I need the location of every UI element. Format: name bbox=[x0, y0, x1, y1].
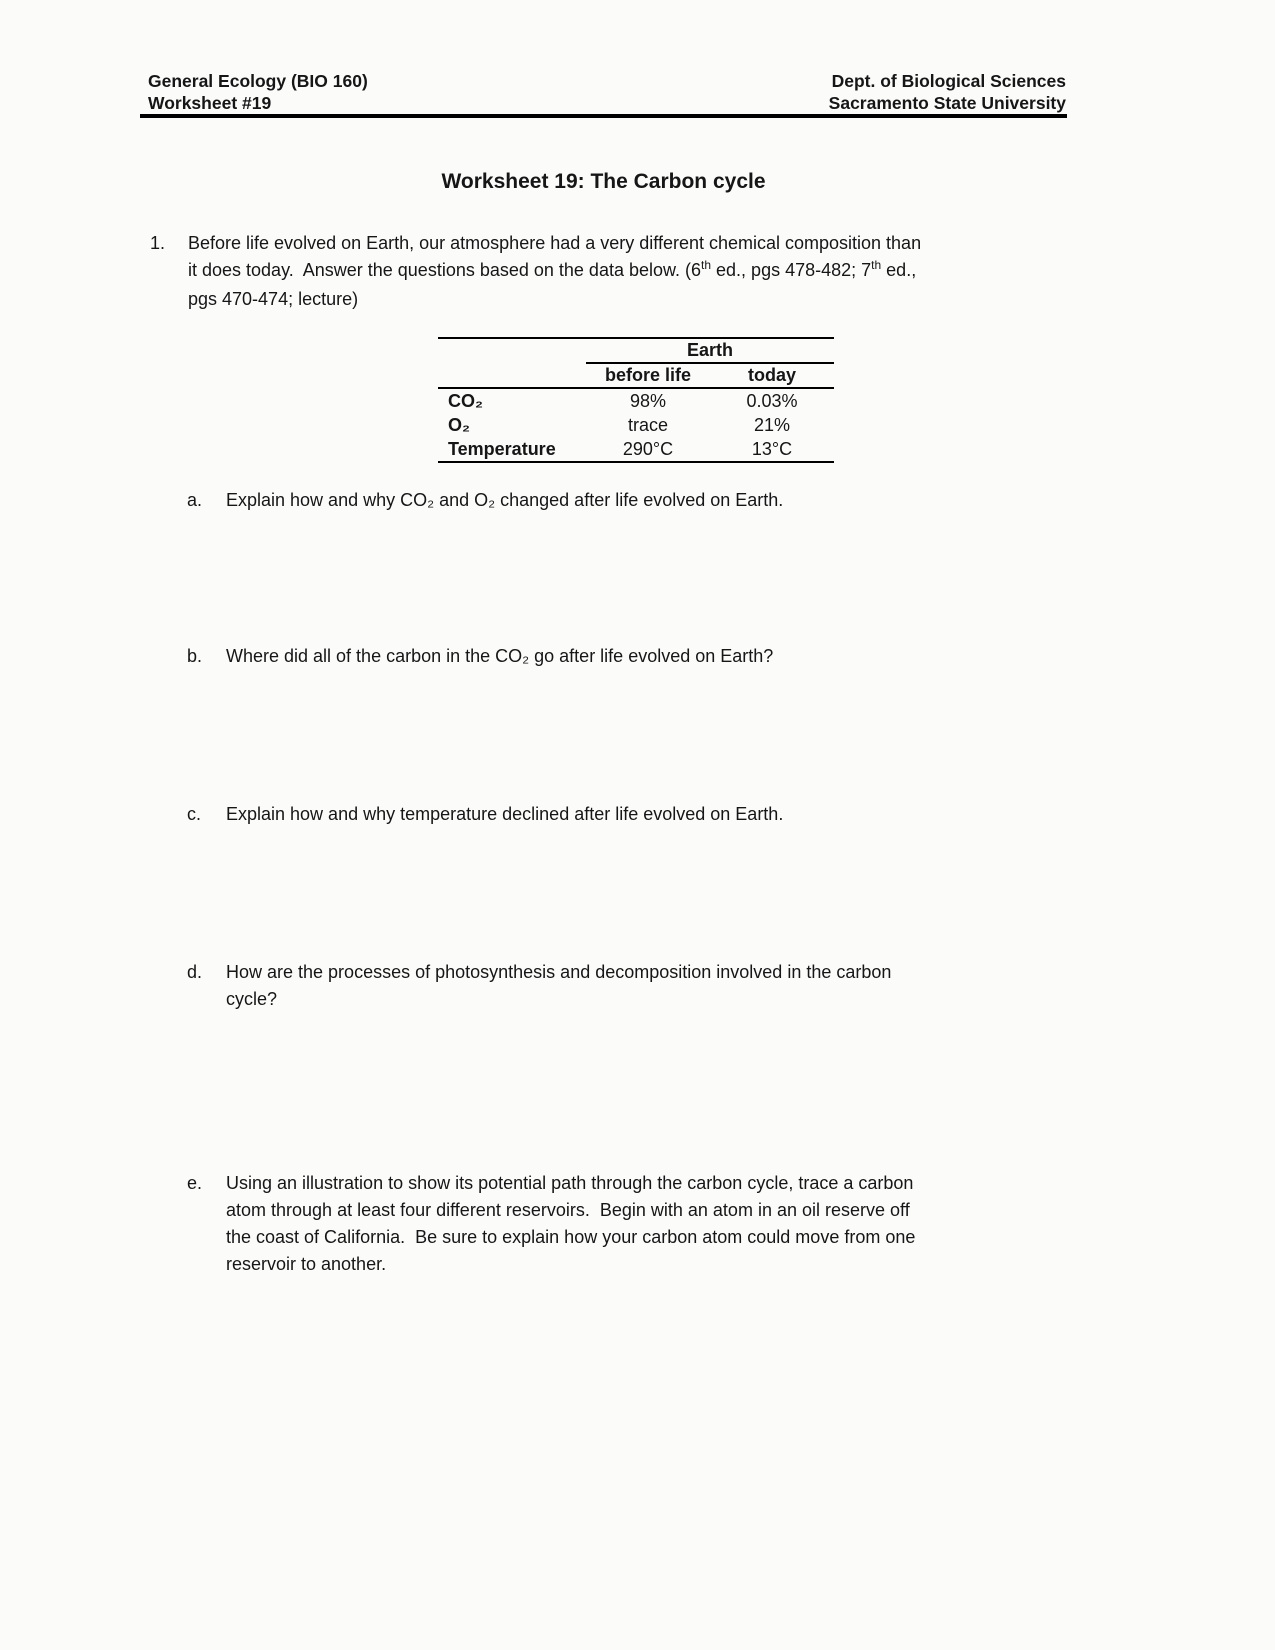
subquestion-a-text bbox=[226, 487, 783, 514]
question-1-line-2-post: ed., bbox=[881, 260, 917, 280]
column-header-today: today bbox=[710, 364, 834, 389]
co2-today-value: 0.03% bbox=[746, 390, 798, 411]
subquestion-c-letter: c. bbox=[187, 804, 202, 824]
row-label-temperature: Temperature bbox=[448, 438, 556, 459]
subquestion-a-letter: a. bbox=[187, 490, 203, 510]
table-corner-cell bbox=[438, 339, 586, 364]
co2-before-life-value: 98% bbox=[629, 390, 667, 411]
subquestion-a-line-1: Explain how and why CO₂ and O₂ changed after life evolved on Earth. bbox=[226, 490, 784, 510]
temperature-today-value: 13°C bbox=[751, 438, 793, 459]
row-label-co2: CO₂ bbox=[448, 390, 483, 411]
table-empty-header-cell bbox=[438, 364, 586, 389]
document-header-left bbox=[148, 70, 368, 114]
department-name: Dept. of Biological Sciences bbox=[831, 71, 1066, 91]
subquestion-d-text bbox=[226, 959, 891, 1013]
temperature-before-life-value: 290°C bbox=[622, 438, 674, 459]
worksheet-number: Worksheet #19 bbox=[148, 93, 272, 113]
subquestion-e-line-4: reservoir to another. bbox=[226, 1254, 387, 1274]
question-1-line-2 bbox=[188, 257, 921, 286]
column-header-before-life: before life bbox=[586, 364, 710, 389]
document-header-right bbox=[829, 70, 1066, 114]
university-name: Sacramento State University bbox=[828, 93, 1066, 113]
question-1-text bbox=[188, 230, 921, 313]
subquestion-d-letter: d. bbox=[187, 962, 203, 982]
question-1-line-2-mid: ed., pgs 478-482; 7 bbox=[711, 260, 872, 280]
page-title: Worksheet 19: The Carbon cycle bbox=[441, 170, 766, 193]
ordinal-superscript: th bbox=[701, 258, 712, 272]
question-1-line-3: pgs 470-474; lecture) bbox=[188, 289, 359, 309]
subquestion-e-letter: e. bbox=[187, 1173, 203, 1193]
subquestion-d-line-1: How are the processes of photosynthesis and decomposition involved in the carbon bbox=[226, 962, 892, 982]
ordinal-superscript: th bbox=[871, 258, 882, 272]
o2-today-value: 21% bbox=[753, 414, 791, 435]
header-divider bbox=[140, 114, 1067, 118]
row-label-o2: O₂ bbox=[448, 414, 470, 435]
atmosphere-data-table bbox=[438, 337, 834, 463]
course-name: General Ecology (BIO 160) bbox=[148, 71, 368, 91]
table-group-header-earth: Earth bbox=[586, 339, 834, 364]
question-1-number: 1. bbox=[150, 233, 166, 253]
subquestion-c-line-1: Explain how and why temperature declined after life evolved on Earth. bbox=[226, 804, 784, 824]
subquestion-e-line-1: Using an illustration to show its potential path through the carbon cycle, trace a carbon bbox=[226, 1173, 914, 1193]
subquestion-b-line-1: Where did all of the carbon in the CO₂ go after life evolved on Earth? bbox=[226, 646, 774, 666]
o2-before-life-value: trace bbox=[627, 414, 669, 435]
subquestion-e-line-2: atom through at least four different reservoirs. Begin with an atom in an oil reserve off bbox=[226, 1200, 910, 1220]
subquestion-b-letter: b. bbox=[187, 646, 203, 666]
subquestion-b-text bbox=[226, 643, 773, 670]
subquestion-e-text bbox=[226, 1170, 915, 1278]
question-1-line-1: Before life evolved on Earth, our atmosphere had a very different chemical composition than bbox=[188, 233, 922, 253]
question-1-line-2-pre: it does today. Answer the questions based on the data below. (6 bbox=[188, 260, 702, 280]
subquestion-e-line-3: the coast of California. Be sure to explain how your carbon atom could move from one bbox=[226, 1227, 916, 1247]
subquestion-d-line-2: cycle? bbox=[226, 989, 278, 1009]
subquestion-c-text bbox=[226, 801, 783, 828]
